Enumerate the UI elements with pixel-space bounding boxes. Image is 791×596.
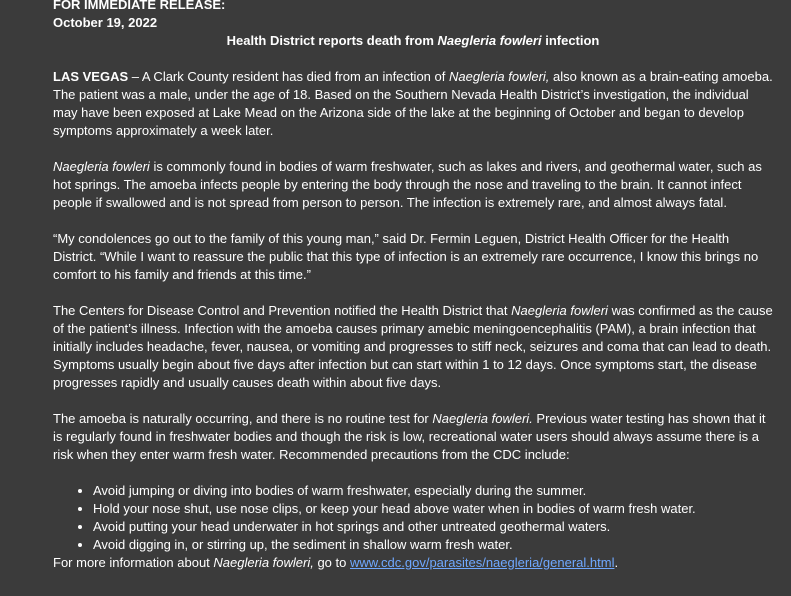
p1-text-1: – A Clark County resident has died from an infection of [128, 69, 449, 84]
press-release [53, 0, 773, 572]
more-info-text-3: . [614, 555, 619, 570]
p5-italic: Naegleria fowleri. [432, 411, 533, 426]
precautions-list [53, 482, 773, 554]
more-info-text-1: For more information about [53, 555, 214, 570]
precaution-item: • Avoid digging in, or stirring up, the sediment in shallow warm fresh water. [93, 536, 773, 554]
p5-text-2: Previous water testing has shown that it is regularly found in freshwater bodies and though the risk is low, recreational water users should always assume there is a risk when they enter warm fresh water. Recommended precautions from the CDC include: [53, 411, 766, 462]
headline-prefix: Health District reports death from [226, 33, 438, 48]
dateline: LAS VEGAS [53, 69, 129, 84]
precaution-item: • Avoid putting your head underwater in hot springs and other untreated geothermal waters. [93, 518, 773, 536]
p1-text-2: also known as a brain-eating amoeba. The patient was a male, under the age of 18. Based on the Southern Nevada Health District’s investigation, the individual may have been exposed at Lake Mead on the Arizona side of the lake at the beginning of October and began to develop symptoms approximately a week later. [53, 69, 773, 138]
headline-suffix: infection [541, 33, 600, 48]
precaution-item: • Avoid jumping or diving into bodies of warm freshwater, especially during the summer. [93, 482, 773, 500]
p4-text-1: The Centers for Disease Control and Prevention notified the Health District that [53, 303, 512, 318]
precaution-item: • Hold your nose shut, use nose clips, or keep your head above water when in bodies of warm fresh water. [93, 500, 773, 518]
paragraph-4 [53, 302, 773, 392]
p2-italic: Naegleria fowleri [53, 159, 150, 174]
release-date: October 19, 2022 [53, 15, 158, 30]
paragraph-2 [53, 158, 773, 212]
paragraph-3-quote: “My condolences go out to the family of this young man,” said Dr. Fermin Leguen, District Health Officer for the Health District. “While I want to reassure the public that this type of infection is an extremely rare occurrence, I know this brings no comfort to his family and friends at this time.” [53, 231, 759, 282]
headline [53, 32, 773, 50]
more-info-text-2: go to [313, 555, 350, 570]
p4-italic: Naegleria fowleri [511, 303, 608, 318]
headline-italic: Naegleria fowleri [437, 33, 542, 48]
p2-text: is commonly found in bodies of warm freshwater, such as lakes and rivers, and geothermal water, such as hot springs. The amoeba infects people by entering the body through the nose and traveling to the brain. It cannot infect people if swallowed and is not spread from person to person. The infection is extremely rare, and almost always fatal. [53, 159, 762, 210]
release-label: FOR IMMEDIATE RELEASE: [53, 0, 226, 12]
p4-text-2: was confirmed as the cause of the patient’s illness. Infection with the amoeba causes primary amebic meningoencephalitis (PAM), a brain infection that initially includes headache, fever, nausea, or vomiting and progresses to stiff neck, seizures and coma that can lead to death. Symptoms usually begin about five days after infection but can start within 1 to 12 days. Once symptoms start, the disease progresses rapidly and usually causes death within about five days. [53, 303, 773, 390]
p5-text-1: The amoeba is naturally occurring, and there is no routine test for [53, 411, 433, 426]
p1-italic: Naegleria fowleri, [448, 69, 550, 84]
paragraph-1 [53, 68, 773, 140]
more-info-italic: Naegleria fowleri, [213, 555, 314, 570]
more-info [53, 554, 773, 572]
paragraph-5 [53, 410, 773, 464]
cdc-link[interactable]: www.cdc.gov/parasites/naegleria/general.html [349, 555, 615, 570]
